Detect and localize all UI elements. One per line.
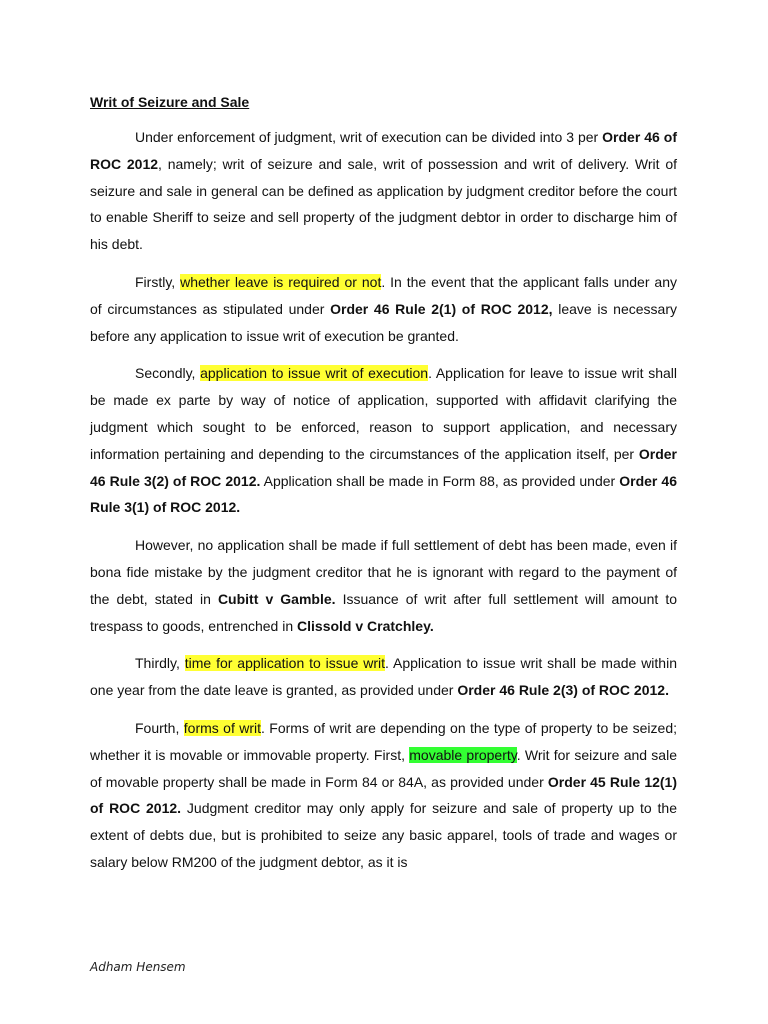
text: . Forms of writ are depending on the type of property to be seized; whether it is movable or immovable property. First,	[90, 719, 677, 763]
legal-citation: Order 46 Rule 3(1) of ROC 2012.	[90, 472, 677, 516]
paragraph-5	[90, 650, 677, 704]
text: , namely; writ of seizure and sale, writ of possession and writ of delivery. Writ of seizure and sale in general can be defined as application by judgment creditor before the court to enable Sheriff to seize and sell property of the judgment debtor in order to discharge him of his debt.	[90, 155, 677, 253]
case-citation: Clissold v Cratchley.	[297, 617, 434, 634]
text: Application shall be made in Form 88, as provided under	[260, 472, 620, 489]
text: Issuance of writ after full settlement will amount to trespass to goods, entrenched in	[90, 590, 677, 634]
legal-citation: Order 46 of ROC 2012	[90, 129, 677, 172]
text: Judgment creditor may only apply for seizure and sale of property up to the extent of debts due, but is prohibited to seize any basic apparel, tools of trade and wages or salary below RM200 of the judgment debtor, as it is	[90, 800, 677, 870]
paragraph-2	[90, 269, 677, 349]
highlight-yellow: time for application to issue writ	[184, 655, 386, 672]
text: Thirdly,	[135, 655, 185, 672]
text: However, no application shall be made if full settlement of debt has been made, even if bona fide mistake by the judgment creditor that he is ignorant with regard to the payment of the debt, stated in	[90, 537, 677, 607]
paragraph-1	[90, 124, 677, 258]
text: . Application for leave to issue writ shall be made ex parte by way of notice of application, supported with affidavit clarifying the judgment which sought to be enforced, reason to support application, and necessary information pertaining and depending to the circumstances of the application itself, per	[90, 365, 677, 462]
case-citation: Cubitt v Gamble.	[217, 590, 336, 607]
paragraph-6	[90, 715, 677, 876]
legal-citation: Order 46 Rule 3(2) of ROC 2012.	[90, 445, 677, 489]
text: . Writ for seizure and sale of movable property shall be made in Form 84 or 84A, as provided under	[90, 746, 677, 790]
text: Secondly,	[135, 365, 201, 382]
highlight-green: movable property	[409, 746, 517, 763]
text: . Application to issue writ shall be made within one year from the date leave is granted, as provided under	[90, 655, 677, 699]
document-body	[90, 92, 677, 887]
document-heading: Writ of Seizure and Sale	[90, 94, 250, 110]
text: . In the event that the applicant falls under any of circumstances as stipulated under	[90, 273, 677, 317]
text: Firstly,	[135, 273, 181, 290]
text: Fourth,	[135, 719, 184, 736]
text: leave is necessary before any application to issue writ of execution be granted.	[90, 300, 677, 344]
text: Under enforcement of judgment, writ of execution can be divided into 3 per	[135, 129, 603, 145]
highlight-yellow: whether leave is required or not	[180, 273, 382, 290]
page-footer-author: Adham Hensem	[90, 960, 186, 974]
legal-citation: Order 46 Rule 2(1) of ROC 2012,	[330, 300, 553, 317]
paragraph-4	[90, 532, 677, 639]
highlight-yellow: application to issue writ of execution	[200, 365, 429, 382]
highlight-yellow: forms of writ	[183, 719, 262, 736]
paragraph-3	[90, 360, 677, 521]
legal-citation: Order 45 Rule 12(1) of ROC 2012.	[90, 773, 678, 817]
legal-citation: Order 46 Rule 2(3) of ROC 2012.	[457, 682, 669, 699]
